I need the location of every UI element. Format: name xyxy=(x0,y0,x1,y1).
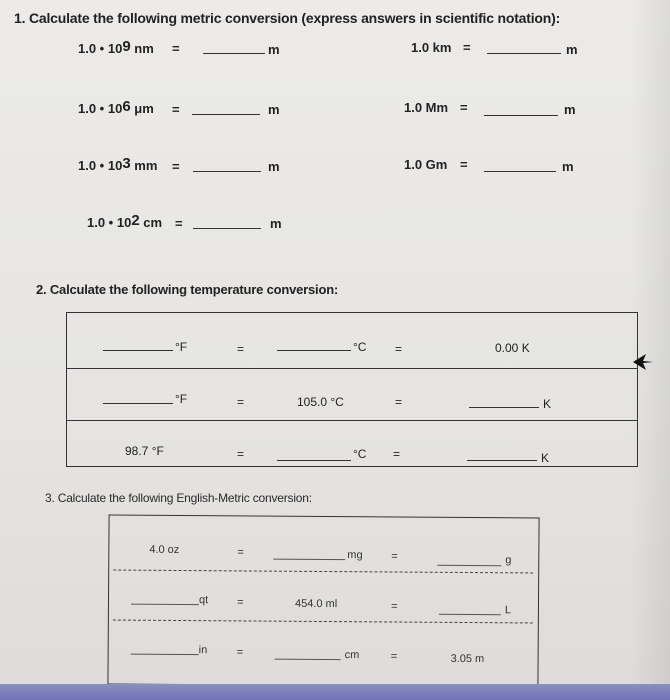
answer-blank[interactable] xyxy=(439,614,501,615)
equals-sign: = xyxy=(237,395,245,409)
q1-label: 1.0 • $10^9$ nm xyxy=(78,38,154,56)
equals-sign: = xyxy=(393,447,401,461)
equals-sign: = xyxy=(463,40,471,55)
equals-sign: = xyxy=(237,447,245,461)
answer-blank[interactable] xyxy=(193,171,261,172)
row-divider xyxy=(113,620,533,624)
q1-label: 1.0 • $10^3$ mm xyxy=(78,155,158,173)
quart-unit: qt xyxy=(198,594,209,607)
answer-blank[interactable] xyxy=(469,407,539,408)
answer-blank[interactable] xyxy=(484,171,556,172)
equals-sign: = xyxy=(395,342,403,356)
answer-unit: m xyxy=(268,102,280,117)
answer-unit: m xyxy=(268,42,280,57)
q1-label: 1.0 • $10^2$ cm xyxy=(87,212,163,230)
equals-sign: = xyxy=(390,600,398,613)
fahrenheit-unit: °F xyxy=(175,340,188,354)
gram-unit: g xyxy=(505,554,512,567)
kelvin-unit: K xyxy=(543,397,552,411)
answer-blank[interactable] xyxy=(103,403,173,404)
answer-blank[interactable] xyxy=(437,565,501,566)
row-divider xyxy=(67,368,637,369)
answer-unit: m xyxy=(566,42,578,57)
answer-blank[interactable] xyxy=(193,228,261,229)
ounces-value: 4.0 oz xyxy=(149,543,180,556)
equals-sign: = xyxy=(395,395,403,409)
equals-sign: = xyxy=(460,157,468,172)
equals-sign: = xyxy=(172,159,180,174)
q1-label: 1.0 • $10^6$ μm xyxy=(78,98,154,116)
temperature-table xyxy=(66,312,638,467)
question-2-title: 2. Calculate the following temperature conversion: xyxy=(36,282,339,297)
answer-blank[interactable] xyxy=(487,53,561,54)
celsius-unit: °C xyxy=(353,340,367,354)
equals-sign: = xyxy=(460,100,468,115)
english-metric-table xyxy=(107,514,539,687)
answer-unit: m xyxy=(270,216,282,231)
question-1-title: 1. Calculate the following metric conversion (express answers in scientific notation): xyxy=(14,10,561,26)
q1-label: 1.0 Mm xyxy=(404,100,449,115)
equals-sign: = xyxy=(390,650,398,663)
equals-sign: = xyxy=(236,596,244,609)
centimeter-unit: cm xyxy=(344,649,360,662)
q1-label: 1.0 Gm xyxy=(404,157,448,172)
equals-sign: = xyxy=(237,342,245,356)
equals-sign: = xyxy=(237,546,244,559)
answer-unit: m xyxy=(562,159,574,174)
answer-blank[interactable] xyxy=(277,350,351,351)
celsius-value: 105.0 °C xyxy=(297,395,344,409)
meter-value: 3.05 m xyxy=(450,652,485,666)
answer-blank[interactable] xyxy=(203,53,265,54)
answer-unit: m xyxy=(564,102,576,117)
milligram-unit: mg xyxy=(347,549,363,562)
equals-sign: = xyxy=(172,102,180,117)
equals-sign: = xyxy=(175,216,183,231)
row-divider xyxy=(113,570,533,574)
q1-label: 1.0 km xyxy=(411,40,452,55)
question-3-title: 3. Calculate the following English-Metric conversion: xyxy=(45,491,312,505)
celsius-unit: °C xyxy=(353,447,367,461)
answer-blank[interactable] xyxy=(467,460,537,461)
answer-blank[interactable] xyxy=(275,659,341,660)
answer-blank[interactable] xyxy=(484,115,558,116)
mouse-cursor-icon xyxy=(632,353,654,371)
answer-blank[interactable] xyxy=(103,350,173,351)
kelvin-unit: K xyxy=(541,451,550,465)
row-divider xyxy=(67,420,637,421)
bottom-screen-edge xyxy=(0,684,670,700)
kelvin-value: 0.00 K xyxy=(495,341,530,355)
answer-blank[interactable] xyxy=(192,114,260,115)
answer-unit: m xyxy=(268,159,280,174)
fahrenheit-unit: °F xyxy=(175,392,188,406)
milliliter-value: 454.0 ml xyxy=(294,597,338,611)
inch-unit: in xyxy=(198,644,208,657)
equals-sign: = xyxy=(172,41,180,56)
answer-blank[interactable] xyxy=(131,654,199,655)
liter-unit: L xyxy=(504,604,512,617)
equals-sign: = xyxy=(391,550,398,563)
answer-blank[interactable] xyxy=(277,460,351,461)
fahrenheit-value: 98.7 °F xyxy=(125,444,164,458)
answer-blank[interactable] xyxy=(273,559,345,561)
equals-sign: = xyxy=(236,646,244,659)
answer-blank[interactable] xyxy=(131,604,199,605)
